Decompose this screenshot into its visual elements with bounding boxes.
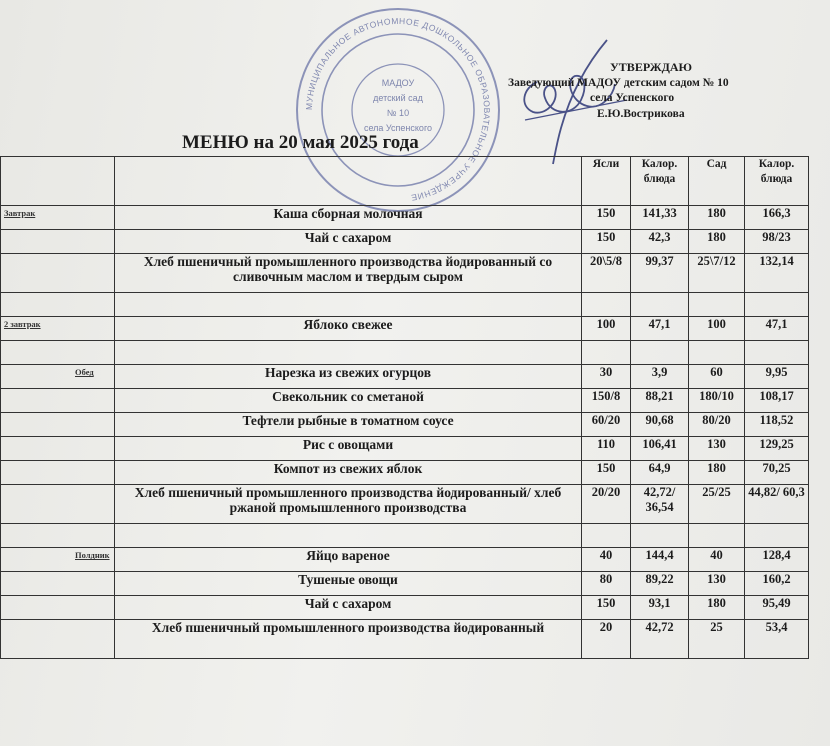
portion-nursery: 110 [582, 437, 631, 461]
dish-name: Хлеб пшеничный промышленного производства йодированный со сливочным маслом и твердым сыром [115, 254, 582, 293]
kcal-nursery: 90,68 [631, 413, 689, 437]
dish-name: Хлеб пшеничный промышленного производства йодированный/ хлеб ржаной промышленного производства [115, 485, 582, 524]
dish-name: Свекольник со сметаной [115, 389, 582, 413]
table-row [1, 461, 809, 485]
kcal-nursery: 42,3 [631, 230, 689, 254]
table-row-empty [1, 293, 809, 317]
portion-nursery: 100 [582, 317, 631, 341]
dish-name: Чай с сахаром [115, 230, 582, 254]
table-row-empty [1, 341, 809, 365]
kcal-nursery: 141,33 [631, 206, 689, 230]
portion-nursery: 150 [582, 461, 631, 485]
dish-name: Яблоко свежее [115, 317, 582, 341]
header-kcal-garden: Калор. блюда [745, 157, 809, 206]
kcal-nursery: 42,72 [631, 620, 689, 659]
table-row [1, 389, 809, 413]
section-lunch: Обед [1, 365, 115, 389]
portion-nursery: 150/8 [582, 389, 631, 413]
kcal-nursery: 88,21 [631, 389, 689, 413]
portion-garden: 40 [689, 548, 745, 572]
table-row [1, 548, 809, 572]
header-kcal-nursery: Калор. блюда [631, 157, 689, 206]
portion-garden: 180/10 [689, 389, 745, 413]
table-row [1, 230, 809, 254]
table-row [1, 620, 809, 659]
portion-garden: 80/20 [689, 413, 745, 437]
portion-nursery: 20/20 [582, 485, 631, 524]
table-row [1, 254, 809, 293]
portion-nursery: 150 [582, 206, 631, 230]
kcal-nursery: 42,72/ 36,54 [631, 485, 689, 524]
portion-garden: 100 [689, 317, 745, 341]
page-title: МЕНЮ на 20 мая 2025 года [182, 132, 419, 153]
kcal-garden: 160,2 [745, 572, 809, 596]
approval-name: Е.Ю.Вострикова [597, 107, 685, 120]
kcal-nursery: 89,22 [631, 572, 689, 596]
dish-name: Яйцо вареное [115, 548, 582, 572]
kcal-nursery: 144,4 [631, 548, 689, 572]
table-row [1, 317, 809, 341]
approval-village: села Успенского [590, 92, 675, 104]
portion-garden: 180 [689, 230, 745, 254]
table-row [1, 365, 809, 389]
kcal-garden: 118,52 [745, 413, 809, 437]
table-row [1, 206, 809, 230]
table-row [1, 596, 809, 620]
kcal-garden: 53,4 [745, 620, 809, 659]
stamp-ring-text: МУНИЦИПАЛЬНОЕ АВТОНОМНОЕ ДОШКОЛЬНОЕ ОБРАЗОВАТЕЛЬНОЕ УЧРЕЖДЕНИЕ [303, 15, 493, 204]
table-row [1, 572, 809, 596]
dish-name: Компот из свежих яблок [115, 461, 582, 485]
portion-garden: 130 [689, 572, 745, 596]
table-row [1, 437, 809, 461]
table-header-row [1, 157, 809, 206]
dish-name: Рис с овощами [115, 437, 582, 461]
kcal-garden: 9,95 [745, 365, 809, 389]
portion-garden: 180 [689, 596, 745, 620]
kcal-garden: 70,25 [745, 461, 809, 485]
kcal-garden: 166,3 [745, 206, 809, 230]
portion-garden: 25 [689, 620, 745, 659]
stamp-line-2: детский сад [373, 93, 423, 103]
dish-name: Тушеные овощи [115, 572, 582, 596]
kcal-nursery: 93,1 [631, 596, 689, 620]
header-nursery: Ясли [582, 157, 631, 206]
table-row-empty [1, 524, 809, 548]
portion-nursery: 30 [582, 365, 631, 389]
portion-nursery: 20 [582, 620, 631, 659]
portion-garden: 25\7/12 [689, 254, 745, 293]
kcal-garden: 108,17 [745, 389, 809, 413]
table-row [1, 413, 809, 437]
kcal-garden: 132,14 [745, 254, 809, 293]
kcal-garden: 47,1 [745, 317, 809, 341]
kcal-garden: 128,4 [745, 548, 809, 572]
portion-nursery: 150 [582, 230, 631, 254]
stamp-line-3: № 10 [386, 108, 410, 118]
portion-garden: 130 [689, 437, 745, 461]
menu-table [0, 156, 809, 659]
approval-heading: УТВЕРЖДАЮ [610, 60, 693, 74]
portion-garden: 180 [689, 461, 745, 485]
stamp-line-1: МАДОУ [381, 78, 415, 88]
dish-name: Хлеб пшеничный промышленного производства йодированный [115, 620, 582, 659]
dish-name: Чай с сахаром [115, 596, 582, 620]
portion-garden: 25/25 [689, 485, 745, 524]
kcal-garden: 129,25 [745, 437, 809, 461]
portion-nursery: 150 [582, 596, 631, 620]
portion-nursery: 20\5/8 [582, 254, 631, 293]
stamp-line-4: села Успенского [363, 123, 433, 133]
kcal-garden: 44,82/ 60,3 [745, 485, 809, 524]
header-garden: Сад [689, 157, 745, 206]
section-snack: Полдник [1, 548, 115, 572]
dish-name: Тефтели рыбные в томатном соусе [115, 413, 582, 437]
portion-nursery: 60/20 [582, 413, 631, 437]
section-breakfast: Завтрак [1, 206, 115, 230]
approval-position: Заведующий МАДОУ детским садом № 10 [508, 76, 729, 89]
kcal-garden: 95,49 [745, 596, 809, 620]
portion-nursery: 40 [582, 548, 631, 572]
table-row [1, 485, 809, 524]
kcal-garden: 98/23 [745, 230, 809, 254]
dish-name: Каша сборная молочная [115, 206, 582, 230]
approval-block [500, 60, 820, 122]
kcal-nursery: 99,37 [631, 254, 689, 293]
portion-garden: 180 [689, 206, 745, 230]
portion-nursery: 80 [582, 572, 631, 596]
portion-garden: 60 [689, 365, 745, 389]
kcal-nursery: 3,9 [631, 365, 689, 389]
dish-name: Нарезка из свежих огурцов [115, 365, 582, 389]
kcal-nursery: 64,9 [631, 461, 689, 485]
section-second-breakfast: 2 завтрак [1, 317, 115, 341]
kcal-nursery: 47,1 [631, 317, 689, 341]
kcal-nursery: 106,41 [631, 437, 689, 461]
